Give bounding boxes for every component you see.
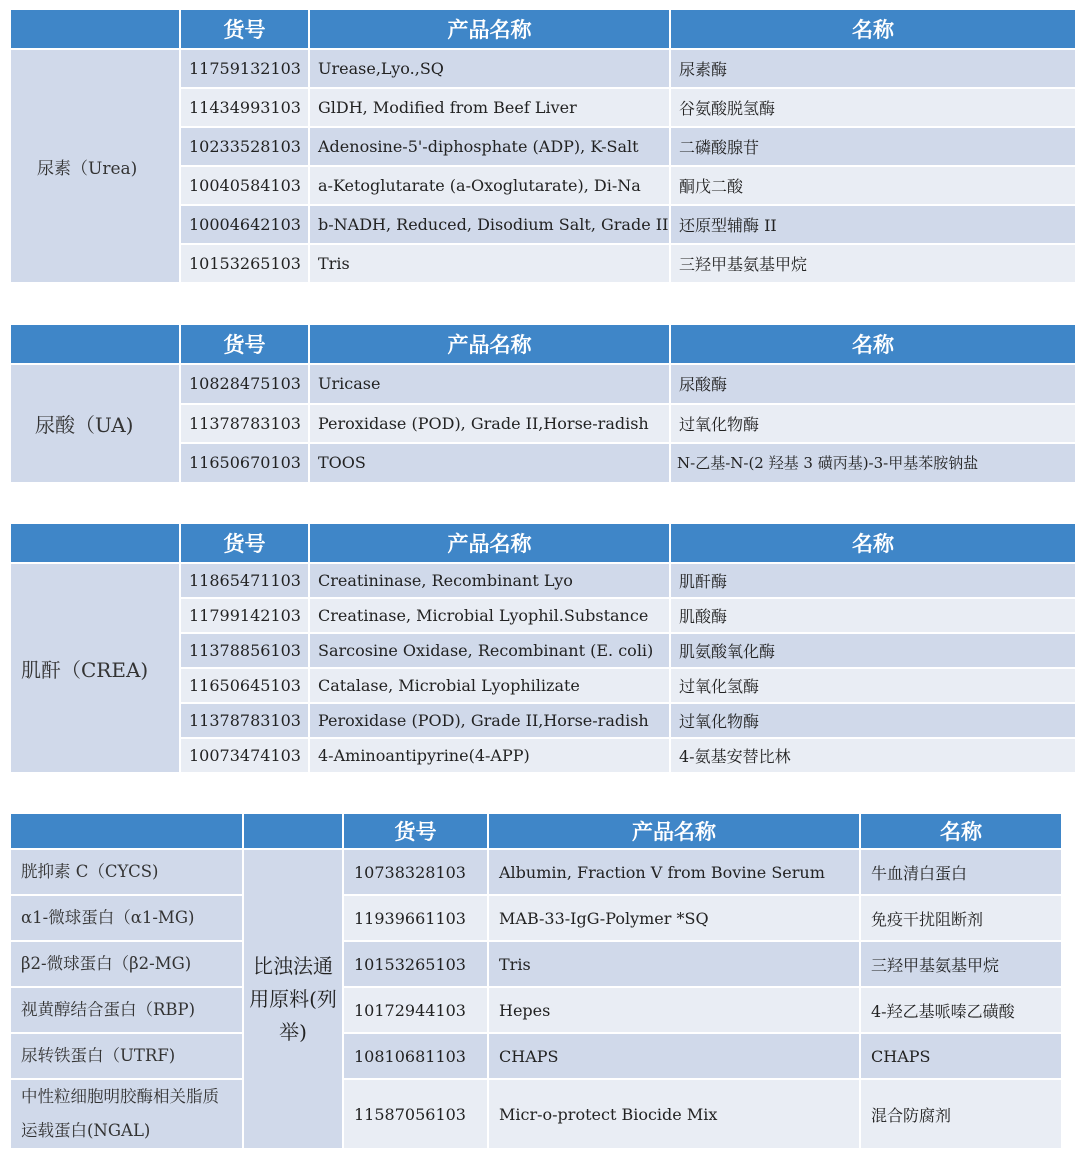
product-cell: b-NADH, Reduced, Disodium Salt, Grade II: [310, 206, 669, 243]
code-cell: 11939661103: [344, 896, 487, 940]
product-cell: Tris: [310, 245, 669, 282]
code-cell: 11378856103: [181, 634, 308, 667]
header-code: 货号: [344, 814, 487, 848]
header-product: 产品名称: [310, 325, 669, 363]
code-cell: 11378783103: [181, 704, 308, 737]
category-cell: 视黄醇结合蛋白（RBP): [11, 988, 242, 1032]
name-cell: 肌酸酶: [671, 599, 1075, 632]
product-cell: Sarcosine Oxidase, Recombinant (E. coli): [310, 634, 669, 667]
header-name: 名称: [671, 325, 1075, 363]
name-cell: 尿素酶: [671, 50, 1075, 87]
product-cell: Peroxidase (POD), Grade II,Horse-radish: [310, 405, 669, 443]
header-blank: [11, 10, 179, 48]
name-cell: 混合防腐剂: [861, 1080, 1061, 1148]
header-row: [11, 10, 1075, 48]
product-cell: GlDH, Modified from Beef Liver: [310, 89, 669, 126]
code-cell: 10004642103: [181, 206, 308, 243]
name-cell: 还原型辅酶 II: [671, 206, 1075, 243]
product-cell: TOOS: [310, 444, 669, 482]
code-cell: 11378783103: [181, 405, 308, 443]
category-cell: 尿转铁蛋白（UTRF): [11, 1034, 242, 1078]
code-cell: 10073474103: [181, 739, 308, 772]
name-cell: 过氧化物酶: [671, 704, 1075, 737]
code-cell: 10153265103: [181, 245, 308, 282]
header-blank: [11, 814, 242, 848]
header-name: 名称: [671, 524, 1075, 562]
name-cell: 过氧化物酶: [671, 405, 1075, 443]
method-cell: 比浊法通用原料(列举): [244, 850, 342, 1148]
code-cell: 10153265103: [344, 942, 487, 986]
table-row: [11, 1034, 1061, 1078]
product-cell: Albumin, Fraction V from Bovine Serum: [489, 850, 859, 894]
product-cell: MAB-33-IgG-Polymer *SQ: [489, 896, 859, 940]
header-product: 产品名称: [310, 524, 669, 562]
code-cell: 11799142103: [181, 599, 308, 632]
name-cell: 三羟甲基氨基甲烷: [861, 942, 1061, 986]
table-row: [11, 850, 1061, 894]
table-row: [11, 365, 1075, 403]
name-cell: 三羟甲基氨基甲烷: [671, 245, 1075, 282]
table-row: [11, 988, 1061, 1032]
code-cell: 10738328103: [344, 850, 487, 894]
table-row: [11, 942, 1061, 986]
product-cell: Urease,Lyo.,SQ: [310, 50, 669, 87]
name-cell: 二磷酸腺苷: [671, 128, 1075, 165]
category-cell: 尿酸（UA): [11, 365, 179, 482]
name-cell: 过氧化氢酶: [671, 669, 1075, 702]
table-row: [11, 50, 1075, 87]
table-row: [11, 896, 1061, 940]
name-cell: 免疫干扰阻断剂: [861, 896, 1061, 940]
name-cell: 牛血清白蛋白: [861, 850, 1061, 894]
header-blank: [244, 814, 342, 848]
table-row: [11, 564, 1075, 597]
code-cell: 10810681103: [344, 1034, 487, 1078]
product-cell: Adenosine-5'-diphosphate (ADP), K-Salt: [310, 128, 669, 165]
header-code: 货号: [181, 10, 308, 48]
header-row: [11, 524, 1075, 562]
header-row: [11, 814, 1061, 848]
header-product: 产品名称: [310, 10, 669, 48]
header-name: 名称: [671, 10, 1075, 48]
name-cell: 肌氨酸氧化酶: [671, 634, 1075, 667]
code-cell: 11865471103: [181, 564, 308, 597]
header-code: 货号: [181, 524, 308, 562]
name-cell: CHAPS: [861, 1034, 1061, 1078]
product-cell: Creatininase, Recombinant Lyo: [310, 564, 669, 597]
code-cell: 11650670103: [181, 444, 308, 482]
code-cell: 11587056103: [344, 1080, 487, 1148]
code-cell: 11650645103: [181, 669, 308, 702]
product-cell: Peroxidase (POD), Grade II,Horse-radish: [310, 704, 669, 737]
category-cell: 中性粒细胞明胶酶相关脂质运载蛋白(NGAL): [11, 1080, 242, 1148]
name-cell: 肌酐酶: [671, 564, 1075, 597]
creatinine-table: [9, 522, 1077, 774]
product-cell: CHAPS: [489, 1034, 859, 1078]
category-cell: 尿素（Urea): [11, 50, 179, 282]
name-cell: 谷氨酸脱氢酶: [671, 89, 1075, 126]
turbidimetry-table: [9, 812, 1063, 1150]
header-code: 货号: [181, 325, 308, 363]
table-row: [11, 1080, 1061, 1148]
product-cell: Uricase: [310, 365, 669, 403]
name-cell: 4-羟乙基哌嗪乙磺酸: [861, 988, 1061, 1032]
product-cell: Hepes: [489, 988, 859, 1032]
product-cell: Catalase, Microbial Lyophilizate: [310, 669, 669, 702]
category-cell: α1-微球蛋白（α1-MG): [11, 896, 242, 940]
header-product: 产品名称: [489, 814, 859, 848]
product-cell: 4-Aminoantipyrine(4-APP): [310, 739, 669, 772]
code-cell: 11434993103: [181, 89, 308, 126]
category-cell: β2-微球蛋白（β2-MG): [11, 942, 242, 986]
code-cell: 10233528103: [181, 128, 308, 165]
name-cell: 酮戊二酸: [671, 167, 1075, 204]
name-cell: 尿酸酶: [671, 365, 1075, 403]
code-cell: 10172944103: [344, 988, 487, 1032]
header-blank: [11, 524, 179, 562]
code-cell: 11759132103: [181, 50, 308, 87]
name-cell: N-乙基-N-(2 羟基 3 磺丙基)-3-甲基苯胺钠盐: [671, 444, 1075, 482]
header-name: 名称: [861, 814, 1061, 848]
category-cell: 胱抑素 C（CYCS): [11, 850, 242, 894]
code-cell: 10040584103: [181, 167, 308, 204]
product-cell: Tris: [489, 942, 859, 986]
uric-acid-table: [9, 323, 1077, 484]
urea-table: [9, 8, 1077, 284]
product-cell: a-Ketoglutarate (a-Oxoglutarate), Di-Na: [310, 167, 669, 204]
code-cell: 10828475103: [181, 365, 308, 403]
product-cell: Creatinase, Microbial Lyophil.Substance: [310, 599, 669, 632]
category-cell: 肌酐（CREA): [11, 564, 179, 772]
name-cell: 4-氨基安替比林: [671, 739, 1075, 772]
product-cell: Micr-o-protect Biocide Mix: [489, 1080, 859, 1148]
header-blank: [11, 325, 179, 363]
header-row: [11, 325, 1075, 363]
